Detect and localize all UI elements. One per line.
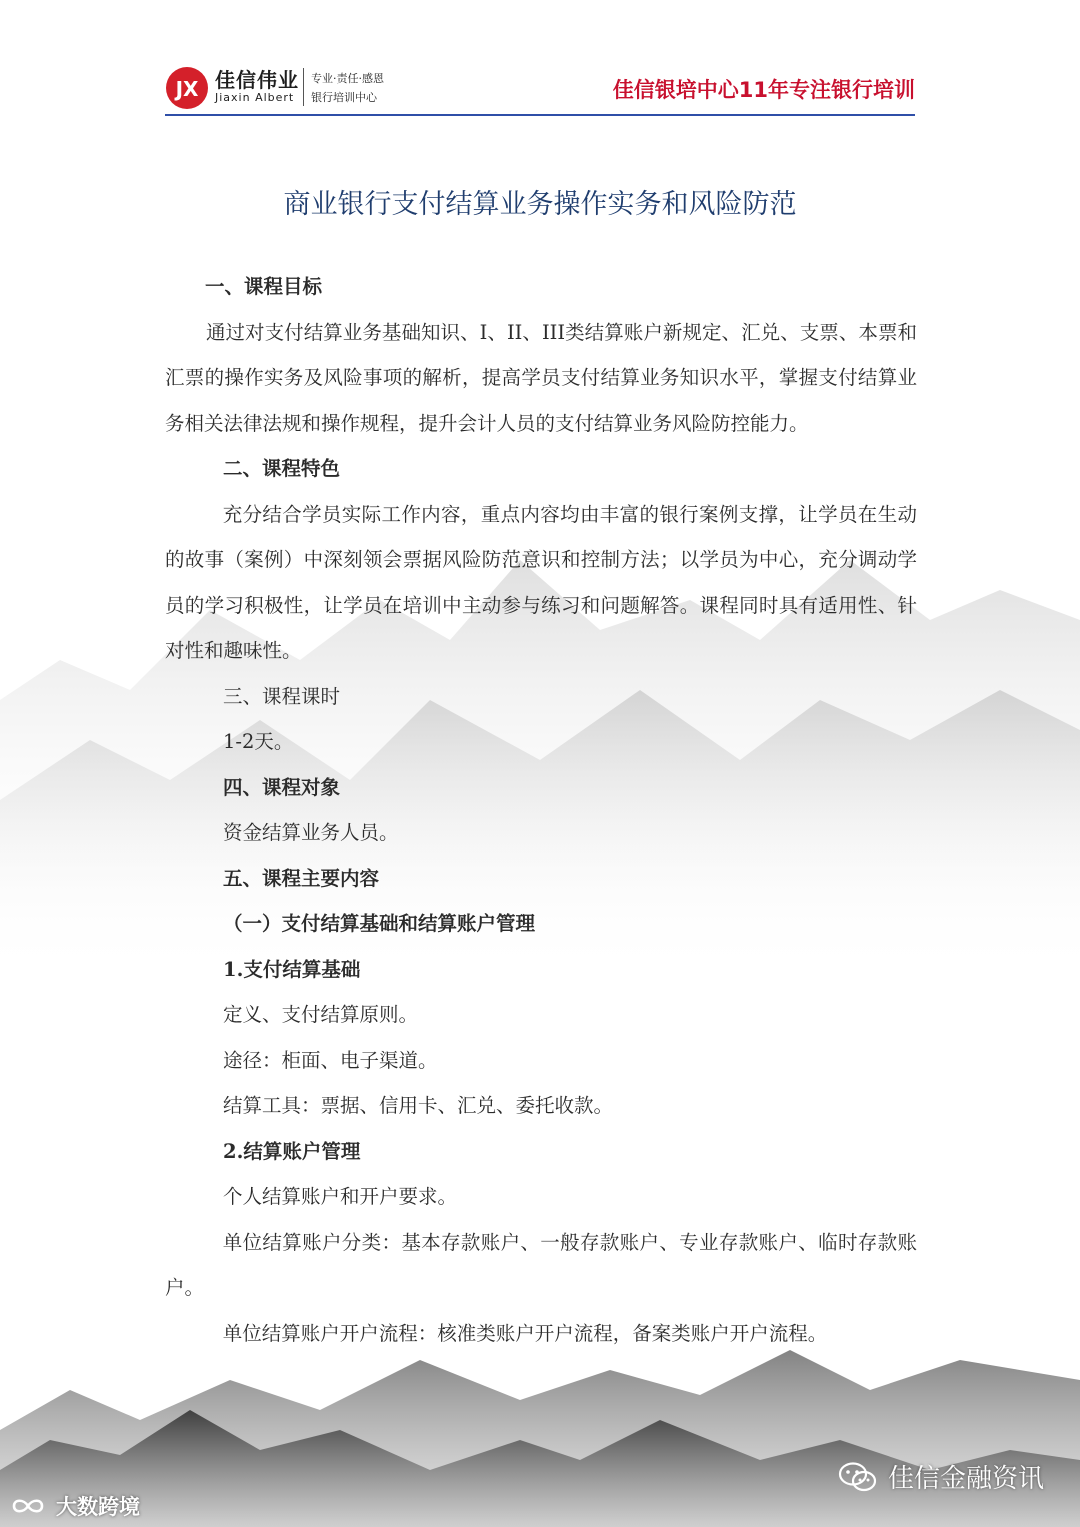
wechat-account-name: 佳信金融资讯 [887, 1464, 1044, 1494]
wechat-icon [838, 1461, 878, 1493]
wechat-watermark [838, 1458, 1044, 1495]
brand-name: 佳信伟业 [215, 68, 299, 92]
brand-english-name: Jiaxin Albert [215, 91, 295, 104]
section-heading-goal: 一、课程目标 [205, 275, 323, 298]
document-title: 商业银行支付结算业务操作实务和风险防范 [283, 189, 797, 220]
header-slogan: 佳信银培中心11年专注银行培训 [612, 78, 915, 102]
subsection-heading-1: 1.支付结算基础 [223, 957, 361, 981]
section-text-hours: 1-2天。 [223, 730, 294, 753]
section-heading-content: 五、课程主要内容 [223, 866, 380, 890]
brand-tagline: 专业·责任·感恩 [311, 72, 384, 85]
document-body [165, 264, 917, 1356]
section-text-goal: 通过对支付结算业务基础知识、I、II、III类结算账户新规定、汇兑、支票、本票和汇票的操作实务及风险事项的解析，提高学员支付结算业务知识水平，掌握支付结算业务相关法律法规和操作规程，提升会计人员的支付结算业务风险防控能力。 [165, 320, 917, 435]
section-text-feature: 充分结合学员实际工作内容，重点内容均由丰富的银行案例支撑，让学员在生动的故事（案例）中深刻领会票据风险防范意识和控制方法；以学员为中心，充分调动学员的学习积极性，让学员在培训中主动参与练习和问题解答。课程同时具有适用性、针对性和趣味性。 [165, 502, 917, 662]
header-divider [165, 114, 915, 116]
list-item: 个人结算账户和开户要求。 [223, 1185, 458, 1208]
source-name: 大数跨境 [56, 1495, 140, 1519]
list-item: 结算工具：票据、信用卡、汇兑、委托收款。 [223, 1094, 614, 1117]
brand-subtitle: 银行培训中心 [311, 91, 377, 104]
brand-divider [303, 68, 304, 106]
logo-letters: JX [175, 77, 199, 101]
section-heading-audience: 四、课程对象 [223, 775, 341, 799]
list-item: 定义、支付结算原则。 [223, 1003, 419, 1026]
section-text-audience: 资金结算业务人员。 [223, 821, 399, 844]
infinity-logo-icon [8, 1495, 48, 1517]
jx-logo-icon [165, 66, 209, 110]
subsection-heading-2: 2.结算账户管理 [223, 1139, 361, 1163]
list-item: 途径：柜面、电子渠道。 [223, 1048, 438, 1072]
list-item: 单位结算账户分类：基本存款账户、一般存款账户、专业存款账户、临时存款账户。 [165, 1230, 917, 1299]
section-heading-hours: 三、课程课时 [223, 684, 341, 708]
section-heading-feature: 二、课程特色 [223, 457, 341, 480]
part-heading-1: （一）支付结算基础和结算账户管理 [223, 912, 536, 935]
source-watermark [8, 1491, 140, 1521]
page-header [165, 62, 915, 118]
list-item: 单位结算账户开户流程：核准类账户开户流程，备案类账户开户流程。 [222, 1321, 828, 1345]
